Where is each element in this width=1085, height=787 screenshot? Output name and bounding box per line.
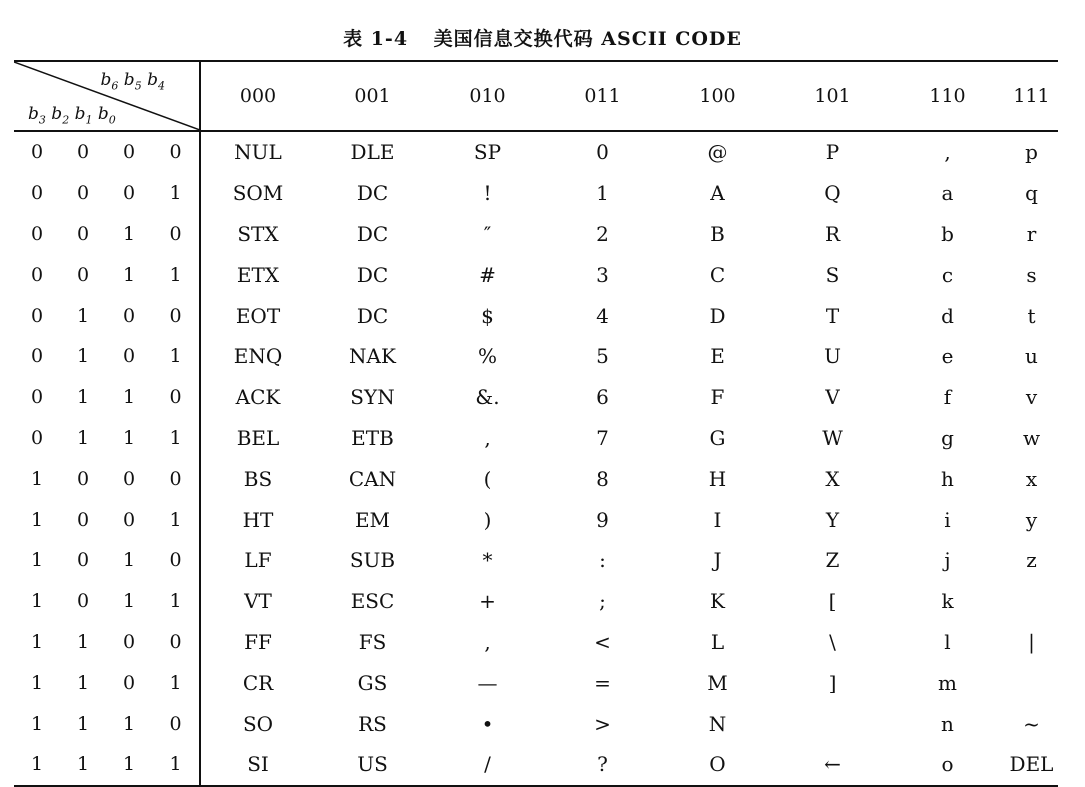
bit-cell: 1 — [122, 263, 136, 286]
code-cell: &. — [475, 385, 500, 410]
code-cell: 6 — [596, 385, 609, 410]
code-cell: [ — [828, 589, 837, 614]
code-cell: — — [477, 670, 498, 695]
code-cell: 9 — [596, 507, 609, 532]
code-cell: k — [941, 589, 954, 614]
bit-cell: 0 — [122, 141, 136, 164]
code-cell: 1 — [596, 181, 609, 206]
column-header: 110 — [890, 61, 1005, 131]
code-cell: ← — [775, 744, 890, 786]
code-cell: , — [484, 425, 491, 450]
code-cell: u — [1025, 344, 1038, 369]
bit-cell: 0 — [76, 467, 90, 490]
code-cell: % — [477, 344, 497, 369]
code-cell: 0 — [596, 140, 609, 165]
code-cell: SOM — [232, 181, 284, 206]
code-cell: z — [1026, 548, 1037, 573]
code-cell: B — [710, 221, 725, 246]
code-cell: R — [824, 221, 841, 246]
code-cell: ETB — [351, 425, 394, 450]
code-cell: BS — [243, 466, 273, 491]
code-cell: EOT — [235, 303, 281, 328]
table-row — [14, 377, 1058, 418]
table-number: 表 1-4 — [343, 28, 409, 50]
code-cell: DC — [356, 181, 389, 206]
column-header: 010 — [430, 61, 545, 131]
code-cell: X — [825, 466, 840, 491]
code-cell: i — [944, 507, 951, 532]
code-cell: ) — [483, 507, 492, 532]
code-cell: SO — [242, 711, 274, 736]
bit-cell: 0 — [122, 182, 136, 205]
bit-cell: 0 — [30, 304, 44, 327]
code-cell: 4 — [596, 303, 609, 328]
table-title: 美国信息交换代码 ASCII CODE — [433, 28, 742, 50]
code-cell: RS — [358, 711, 387, 736]
code-cell: S — [825, 262, 840, 287]
code-cell: J — [713, 548, 722, 573]
code-cell: ; — [599, 589, 606, 614]
code-cell: n — [941, 711, 954, 736]
code-cell: US — [315, 744, 430, 786]
corner-upper-label: $b_6$ $b_5$ $b_4$ — [100, 70, 165, 93]
bit-cell: 1 — [30, 467, 44, 490]
column-header: 001 — [315, 61, 430, 131]
code-cell: STX — [237, 221, 279, 246]
table-row — [14, 458, 1058, 499]
code-cell: x — [1025, 466, 1038, 491]
column-header: 111 — [1005, 61, 1058, 131]
table-row — [14, 173, 1058, 214]
code-cell: L — [710, 629, 725, 654]
bit-cell: 0 — [76, 263, 90, 286]
code-cell: y — [1025, 507, 1038, 532]
code-cell: Z — [825, 548, 840, 573]
code-cell: j — [944, 548, 951, 573]
code-cell: U — [824, 344, 841, 369]
code-cell: 5 — [596, 344, 609, 369]
bit-cell: 0 — [30, 263, 44, 286]
code-cell: s — [1026, 262, 1037, 287]
code-cell: ] — [828, 670, 837, 695]
table-row — [14, 499, 1058, 540]
bit-cell: 0 — [76, 549, 90, 572]
bit-cell: 1 — [76, 345, 90, 368]
code-cell: ! — [483, 181, 492, 206]
bit-cell: 1 — [152, 581, 200, 622]
code-cell: h — [941, 466, 954, 491]
code-cell: d — [941, 303, 954, 328]
code-cell: e — [941, 344, 954, 369]
code-cell: W — [822, 425, 843, 450]
code-cell: m — [938, 670, 957, 695]
code-cell: , — [484, 629, 491, 654]
code-cell: K — [710, 589, 725, 614]
code-cell: H — [708, 466, 727, 491]
header-row — [14, 61, 1058, 131]
code-cell: M — [707, 670, 728, 695]
bit-cell: 0 — [30, 386, 44, 409]
code-cell: C — [709, 262, 726, 287]
code-cell: SYN — [350, 385, 395, 410]
code-cell: < — [594, 629, 611, 654]
code-cell: f — [943, 385, 952, 410]
table-row — [14, 703, 1058, 744]
bit-cell: 1 — [30, 712, 44, 735]
code-cell: p — [1025, 140, 1038, 165]
bit-cell: 0 — [152, 458, 200, 499]
code-cell — [775, 703, 890, 744]
code-cell: A — [710, 181, 725, 206]
code-cell: Y — [825, 507, 840, 532]
bit-cell: 0 — [30, 426, 44, 449]
code-cell: LF — [244, 548, 272, 573]
bit-cell: 0 — [76, 508, 90, 531]
bit-cell: 0 — [76, 141, 90, 164]
corner-lower-label: $b_3$ $b_2$ $b_1$ $b_0$ — [28, 103, 116, 126]
code-cell: HT — [242, 507, 274, 532]
table-row — [14, 295, 1058, 336]
code-cell: 2 — [596, 221, 609, 246]
code-cell: Q — [824, 181, 841, 206]
code-cell: I — [713, 507, 722, 532]
bit-cell: 0 — [122, 345, 136, 368]
code-cell: EM — [354, 507, 391, 532]
bit-cell: 0 — [152, 131, 200, 173]
table-row — [14, 336, 1058, 377]
code-cell: E — [710, 344, 725, 369]
column-header: 000 — [200, 61, 315, 131]
bit-cell: 0 — [152, 214, 200, 255]
code-cell: CR — [242, 670, 274, 695]
table-row — [14, 662, 1058, 703]
code-cell: F — [710, 385, 725, 410]
code-cell: P — [825, 140, 840, 165]
code-cell: > — [594, 711, 611, 736]
code-cell: + — [479, 589, 496, 614]
bit-cell: 1 — [122, 549, 136, 572]
bit-cell: 0 — [152, 703, 200, 744]
code-cell: t — [1027, 303, 1036, 328]
code-cell: c — [941, 262, 954, 287]
bit-cell: 1 — [152, 336, 200, 377]
bit-cell: 1 — [30, 630, 44, 653]
bit-cell: 1 — [30, 671, 44, 694]
code-cell: : — [599, 548, 606, 573]
code-cell: SI — [200, 744, 315, 786]
bit-cell: 1 — [76, 386, 90, 409]
code-cell: BEL — [236, 425, 280, 450]
code-cell: , — [944, 140, 951, 165]
code-cell: v — [1025, 385, 1038, 410]
code-cell: = — [594, 670, 611, 695]
code-cell: $ — [481, 303, 494, 328]
column-header: 101 — [775, 61, 890, 131]
bit-cell: 0 — [122, 671, 136, 694]
column-header: 100 — [660, 61, 775, 131]
bit-cell: 0 — [122, 508, 136, 531]
bit-cell: 0 — [76, 222, 90, 245]
code-cell: • — [481, 711, 494, 736]
code-cell: / — [430, 744, 545, 786]
bit-cell: 0 — [122, 630, 136, 653]
code-cell: DLE — [350, 140, 395, 165]
code-cell: ( — [483, 466, 492, 491]
bit-cell: 1 — [76, 671, 90, 694]
code-cell: SUB — [349, 548, 396, 573]
bit-cell: 1 — [30, 590, 44, 613]
code-cell: q — [1025, 181, 1038, 206]
ascii-table-container — [14, 60, 1058, 787]
bit-cell: 1 — [152, 744, 200, 786]
code-cell: ENQ — [233, 344, 283, 369]
bit-cell: 1 — [76, 630, 90, 653]
bit-cell: 1 — [122, 426, 136, 449]
bit-cell: 1 — [76, 426, 90, 449]
table-row — [14, 418, 1058, 459]
code-cell: NAK — [349, 344, 396, 369]
code-cell: ~ — [1023, 711, 1040, 736]
bit-cell: 1 — [152, 499, 200, 540]
table-row — [14, 214, 1058, 255]
bit-cell: 0 — [122, 304, 136, 327]
bit-cell: 0 — [76, 590, 90, 613]
bit-cell: 1 — [152, 418, 200, 459]
bit-cell: 0 — [30, 141, 44, 164]
code-cell: NUL — [234, 140, 282, 165]
bit-cell: 1 — [122, 386, 136, 409]
code-cell: FS — [358, 629, 387, 654]
code-cell: ? — [545, 744, 660, 786]
code-cell: DEL — [1005, 744, 1058, 786]
bit-cell: 0 — [152, 540, 200, 581]
code-cell: w — [1022, 425, 1041, 450]
code-cell: a — [941, 181, 954, 206]
table-body — [14, 131, 1058, 786]
code-cell: g — [941, 425, 954, 450]
bit-cell: 1 — [122, 712, 136, 735]
code-cell: VT — [244, 589, 272, 614]
code-cell: V — [825, 385, 840, 410]
code-cell: | — [1028, 629, 1035, 654]
ascii-code-table — [14, 60, 1058, 787]
bit-cell: 1 — [152, 254, 200, 295]
bit-cell: 1 — [60, 744, 106, 786]
bit-cell: 1 — [76, 712, 90, 735]
code-cell: SP — [473, 140, 502, 165]
bit-cell: 1 — [122, 590, 136, 613]
code-cell: ETX — [236, 262, 280, 287]
table-row — [14, 622, 1058, 663]
code-cell: N — [708, 711, 727, 736]
bit-cell: 0 — [152, 622, 200, 663]
corner-header-cell — [14, 61, 200, 131]
table-row — [14, 131, 1058, 173]
bit-cell: 1 — [152, 662, 200, 703]
code-cell — [1005, 581, 1058, 622]
bit-cell: 0 — [152, 295, 200, 336]
code-cell: l — [944, 629, 951, 654]
table-row — [14, 540, 1058, 581]
bit-cell: 0 — [30, 222, 44, 245]
table-row — [14, 254, 1058, 295]
code-cell: CAN — [348, 466, 397, 491]
table-row — [14, 744, 1058, 786]
code-cell: ESC — [350, 589, 395, 614]
code-cell: D — [709, 303, 726, 328]
code-cell: T — [825, 303, 840, 328]
code-cell: 8 — [596, 466, 609, 491]
code-cell: GS — [357, 670, 388, 695]
code-cell: 3 — [596, 262, 609, 287]
bit-cell: 1 — [30, 508, 44, 531]
bit-cell: 0 — [30, 345, 44, 368]
table-caption — [0, 24, 1085, 64]
code-cell: o — [890, 744, 1005, 786]
code-cell: \ — [829, 629, 836, 654]
bit-cell: 0 — [152, 377, 200, 418]
bit-cell: 1 — [122, 222, 136, 245]
bit-cell: 1 — [152, 173, 200, 214]
bit-cell: 1 — [14, 744, 60, 786]
code-cell: @ — [707, 140, 728, 165]
code-cell: DC — [356, 262, 389, 287]
code-cell: ACK — [235, 385, 281, 410]
code-cell: ″ — [483, 221, 492, 246]
code-cell: b — [941, 221, 954, 246]
code-cell: G — [709, 425, 726, 450]
table-row — [14, 581, 1058, 622]
column-header: 011 — [545, 61, 660, 131]
code-cell: # — [479, 262, 496, 287]
code-cell: r — [1026, 221, 1037, 246]
bit-cell: 0 — [30, 182, 44, 205]
code-cell: * — [482, 548, 493, 573]
bit-cell: 1 — [30, 549, 44, 572]
code-cell: FF — [244, 629, 272, 654]
bit-cell: 1 — [76, 304, 90, 327]
bit-cell: 1 — [106, 744, 152, 786]
code-cell: O — [660, 744, 775, 786]
code-cell: DC — [356, 303, 389, 328]
code-cell — [1005, 662, 1058, 703]
bit-cell: 0 — [122, 467, 136, 490]
code-cell: 7 — [596, 425, 609, 450]
code-cell: DC — [356, 221, 389, 246]
bit-cell: 0 — [76, 182, 90, 205]
